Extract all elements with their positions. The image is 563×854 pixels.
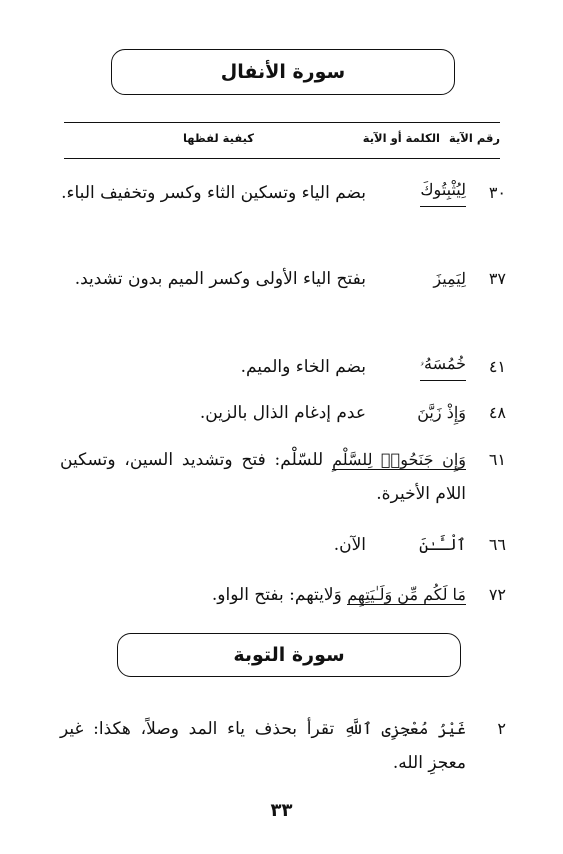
pronunciation-text: بضم الخاء والميم.	[240, 357, 366, 377]
surah-title: سورة التوبة	[233, 644, 345, 666]
list-item	[60, 350, 506, 386]
list-item	[60, 396, 506, 432]
pronunciation-text	[60, 443, 466, 511]
table-header	[64, 128, 500, 154]
header-number: رقم الآية	[449, 131, 500, 145]
verse-number: ٣٠	[488, 183, 506, 202]
verse-word: وَإِذْ زَيَّنَ	[417, 403, 466, 422]
list-item	[60, 443, 506, 523]
verse-number: ٢	[497, 719, 506, 738]
verse-word: مَا لَكُم مِّن وَلَـٰيَتِهِم	[347, 585, 466, 604]
pronunciation-text-inline: للسّلْم: فتح وتشديد السين، وتسكين اللام الأخيرة.	[60, 450, 466, 504]
verse-number: ٤٨	[488, 403, 506, 422]
verse-word: وَإِن جَنَحُوا۟ لِلسَّلْمِ	[332, 450, 466, 469]
pronunciation-text	[60, 578, 466, 612]
header-pronunciation: كيفية لفظها	[182, 131, 254, 145]
surah-title: سورة الأنفال	[220, 61, 346, 83]
verse-word: ٱلْـَٔـٰنَ	[419, 535, 466, 554]
list-item	[60, 712, 506, 792]
verse-number: ٤١	[488, 357, 506, 376]
surah-title-box	[111, 49, 455, 95]
pronunciation-text: بفتح الياء الأولى وكسر الميم بدون تشديد.	[74, 269, 366, 289]
pronunciation-text-inline: تقرأ بحذف ياء المد وصلاً، هكذا: غير معجزِ الله.	[60, 719, 466, 773]
verse-word: لِيَمِيزَ	[433, 269, 466, 288]
list-item	[60, 528, 506, 564]
header-word: الكلمة أو الآية	[362, 131, 440, 145]
pronunciation-text-inline: وَلايتهم: بفتح الواو.	[211, 585, 342, 605]
table-top-rule	[64, 122, 500, 123]
pronunciation-text: عدم إدغام الذال بالزين.	[199, 403, 366, 423]
page-number: ٣٣	[270, 800, 293, 821]
table-header-rule	[64, 158, 500, 159]
verse-number: ٧٢	[488, 585, 506, 604]
list-item	[60, 578, 506, 614]
pronunciation-text: بضم الياء وتسكين الثاء وكسر وتخفيف الباء.	[61, 183, 366, 203]
pronunciation-text: الآن.	[333, 535, 366, 555]
verse-number: ٦٦	[488, 535, 506, 554]
list-item	[60, 262, 506, 332]
pronunciation-text	[60, 712, 466, 780]
verse-word: غَيْرُ مُعْجِزِى ٱللَّهِ	[343, 719, 466, 738]
verse-word: لِيُثْبِتُوكَ	[420, 176, 466, 207]
surah-title-box	[117, 633, 461, 677]
verse-number: ٦١	[488, 450, 506, 469]
list-item	[60, 176, 506, 246]
verse-word: خُمُسَهُۥ	[420, 350, 466, 381]
verse-number: ٣٧	[488, 269, 506, 288]
